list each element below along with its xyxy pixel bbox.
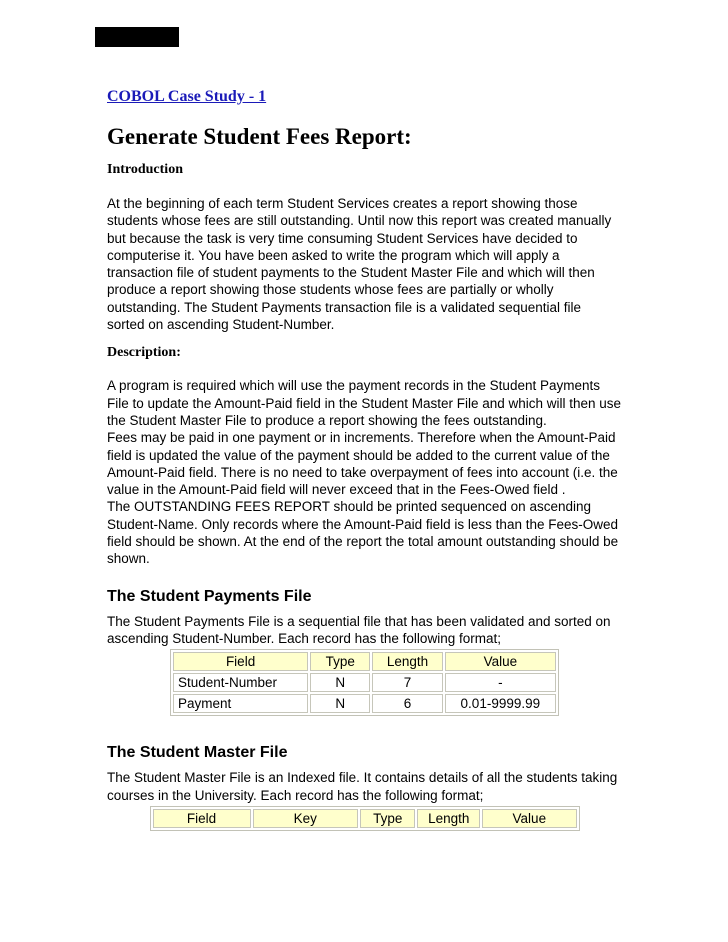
table-row: [173, 694, 556, 713]
column-header-value: Value: [445, 652, 556, 671]
description-line: A program is required which will use the payment records in the Student Payments File to update the Amount-Paid field in the Student Master File and which will then use the Student Master File to produce a report showing the fees outstanding.: [107, 378, 622, 428]
image-placeholder: [95, 27, 179, 47]
payments-file-heading: The Student Payments File: [107, 587, 312, 605]
column-header-type: Type: [310, 652, 370, 671]
description-line: Fees may be paid in one payment or in increments. Therefore when the Amount-Paid field is updated the value of the payment should be added to the current value of the Amount-Paid field. There is no need to take overpayment of fees into account (i.e. the value in the Amount-Paid field will never exceed that in the Fees-Owed field .: [107, 430, 618, 498]
column-header-field: Field: [173, 652, 308, 671]
table-row: [173, 673, 556, 692]
column-header-value: Value: [482, 809, 576, 828]
master-file-table: [150, 806, 580, 831]
cell-value: -: [445, 673, 556, 692]
cell-length: 6: [372, 694, 442, 713]
master-table-header-row: [153, 809, 577, 828]
master-file-paragraph: The Student Master File is an Indexed file. It contains details of all the students taking courses in the University. Each record has the following format;: [107, 770, 618, 803]
cell-field-name: Student-Number: [173, 673, 308, 692]
cell-type: N: [310, 694, 370, 713]
introduction-paragraph: At the beginning of each term Student Services creates a report showing those students whose fees are still outstanding. Until now this report was created manually but because the task is very time consuming Student Services have decided to computerise it. You have been asked to write the program which will apply a transaction file of student payments to the Student Master File and which will then produce a report showing those students whose fees are partially or wholly outstanding. The Student Payments transaction file is a validated sequential file sorted on ascending Student-Number.: [107, 196, 612, 333]
cell-field-name: Payment: [173, 694, 308, 713]
description-paragraph: [107, 377, 622, 567]
description-heading: Description:: [107, 345, 181, 361]
page-title: Generate Student Fees Report:: [107, 124, 412, 149]
case-study-link[interactable]: COBOL Case Study - 1: [107, 88, 267, 105]
cell-value: 0.01-9999.99: [445, 694, 556, 713]
payments-file-paragraph: The Student Payments File is a sequential file that has been validated and sorted on ascending Student-Number. Each record has the following format;: [107, 613, 611, 646]
payments-table-header-row: [173, 652, 556, 671]
cell-length: 7: [372, 673, 442, 692]
payments-file-table: [170, 649, 559, 716]
case-study-link-line: [107, 87, 622, 106]
master-file-heading: The Student Master File: [107, 744, 288, 762]
introduction-heading: Introduction: [107, 162, 183, 177]
column-header-length: Length: [417, 809, 480, 828]
cell-type: N: [310, 673, 370, 692]
description-line: The OUTSTANDING FEES REPORT should be printed sequenced on ascending Student-Name. Only records where the Amount-Paid field is less than the Fees-Owed field should be shown. At the end of the report the total amount outstanding should be shown.: [107, 499, 619, 567]
column-header-type: Type: [360, 809, 415, 828]
column-header-key: Key: [253, 809, 358, 828]
column-header-field: Field: [153, 809, 251, 828]
column-header-length: Length: [372, 652, 442, 671]
